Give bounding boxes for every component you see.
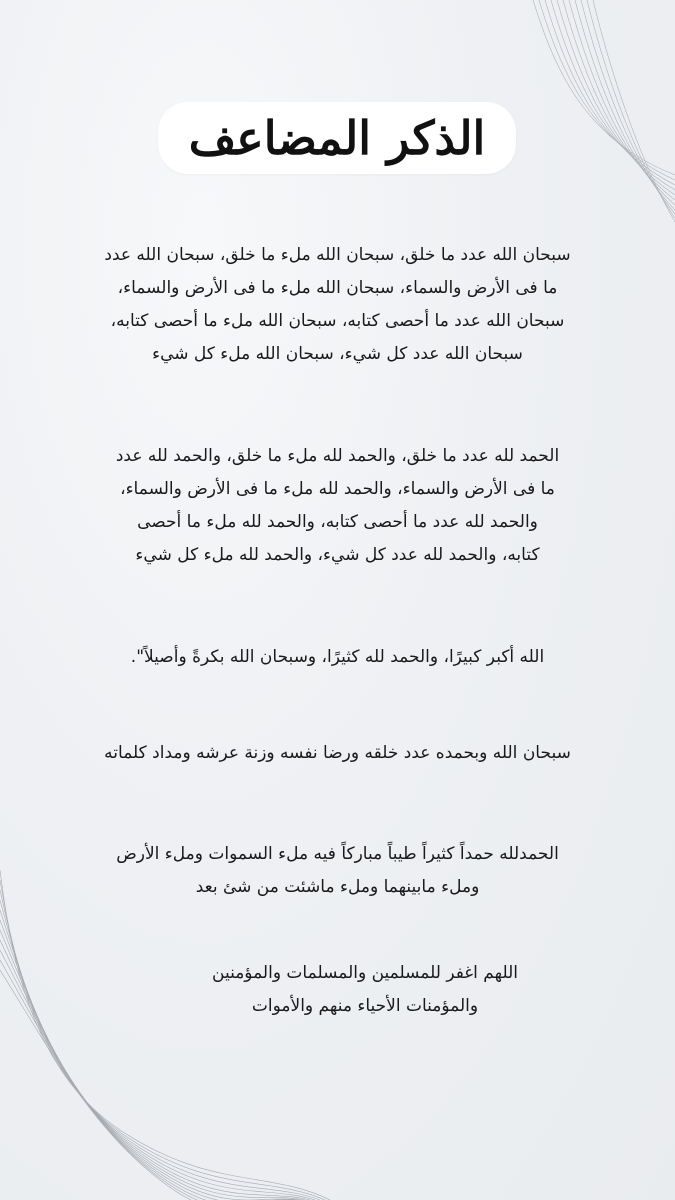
page-title: الذكر المضاعف [188,111,486,165]
dhikr-paragraph-takbir: الله أكبر كبيرًا، والحمد لله كثيرًا، وسبحان الله بكرةً وأصيلاً". [130,647,545,667]
dhikr-paragraph-alhamdulillah: الحمد لله عدد ما خلق، والحمد لله ملء ما خلق، والحمد لله عدد ما فى الأرض والسماء، والحمد لله ملء ما فى الأرض والسماء، والحمد لله عدد ما أحصى كتابه، والحمد لله ملء ما أحصى كتابه، والحمد لله عدد كل شيء، والحمد لله ملء كل شيء [115,446,560,565]
dhikr-paragraph-dua: اللهم اغفر للمسلمين والمسلمات والمؤمنين والمؤمنات الأحياء منهم والأموات [212,963,518,1016]
title-banner [158,102,516,174]
wave-lines-decoration-top [525,0,675,230]
dhikr-paragraph-tasbih-bihamdihi: سبحان الله وبحمده عدد خلقه ورضا نفسه وزنة عرشه ومداد كلماته [104,743,571,763]
wave-lines-decoration-bottom [0,870,330,1200]
dhikr-paragraph-subhanallah: سبحان الله عدد ما خلق، سبحان الله ملء ما خلق، سبحان الله عدد ما فى الأرض والسماء، سبحان الله ملء ما فى الأرض والسماء، سبحان الله عدد ما أحصى كتابه، سبحان الله ملء ما أحصى كتابه، سبحان الله عدد كل شيء، سبحان الله ملء كل شيء [104,245,571,364]
dhikr-paragraph-hamd-kathir: الحمدلله حمداً كثيراً طيباً مباركاً فيه ملء السموات وملء الأرض وملء مابينهما وملء ماشئت من شئ بعد [116,844,559,897]
